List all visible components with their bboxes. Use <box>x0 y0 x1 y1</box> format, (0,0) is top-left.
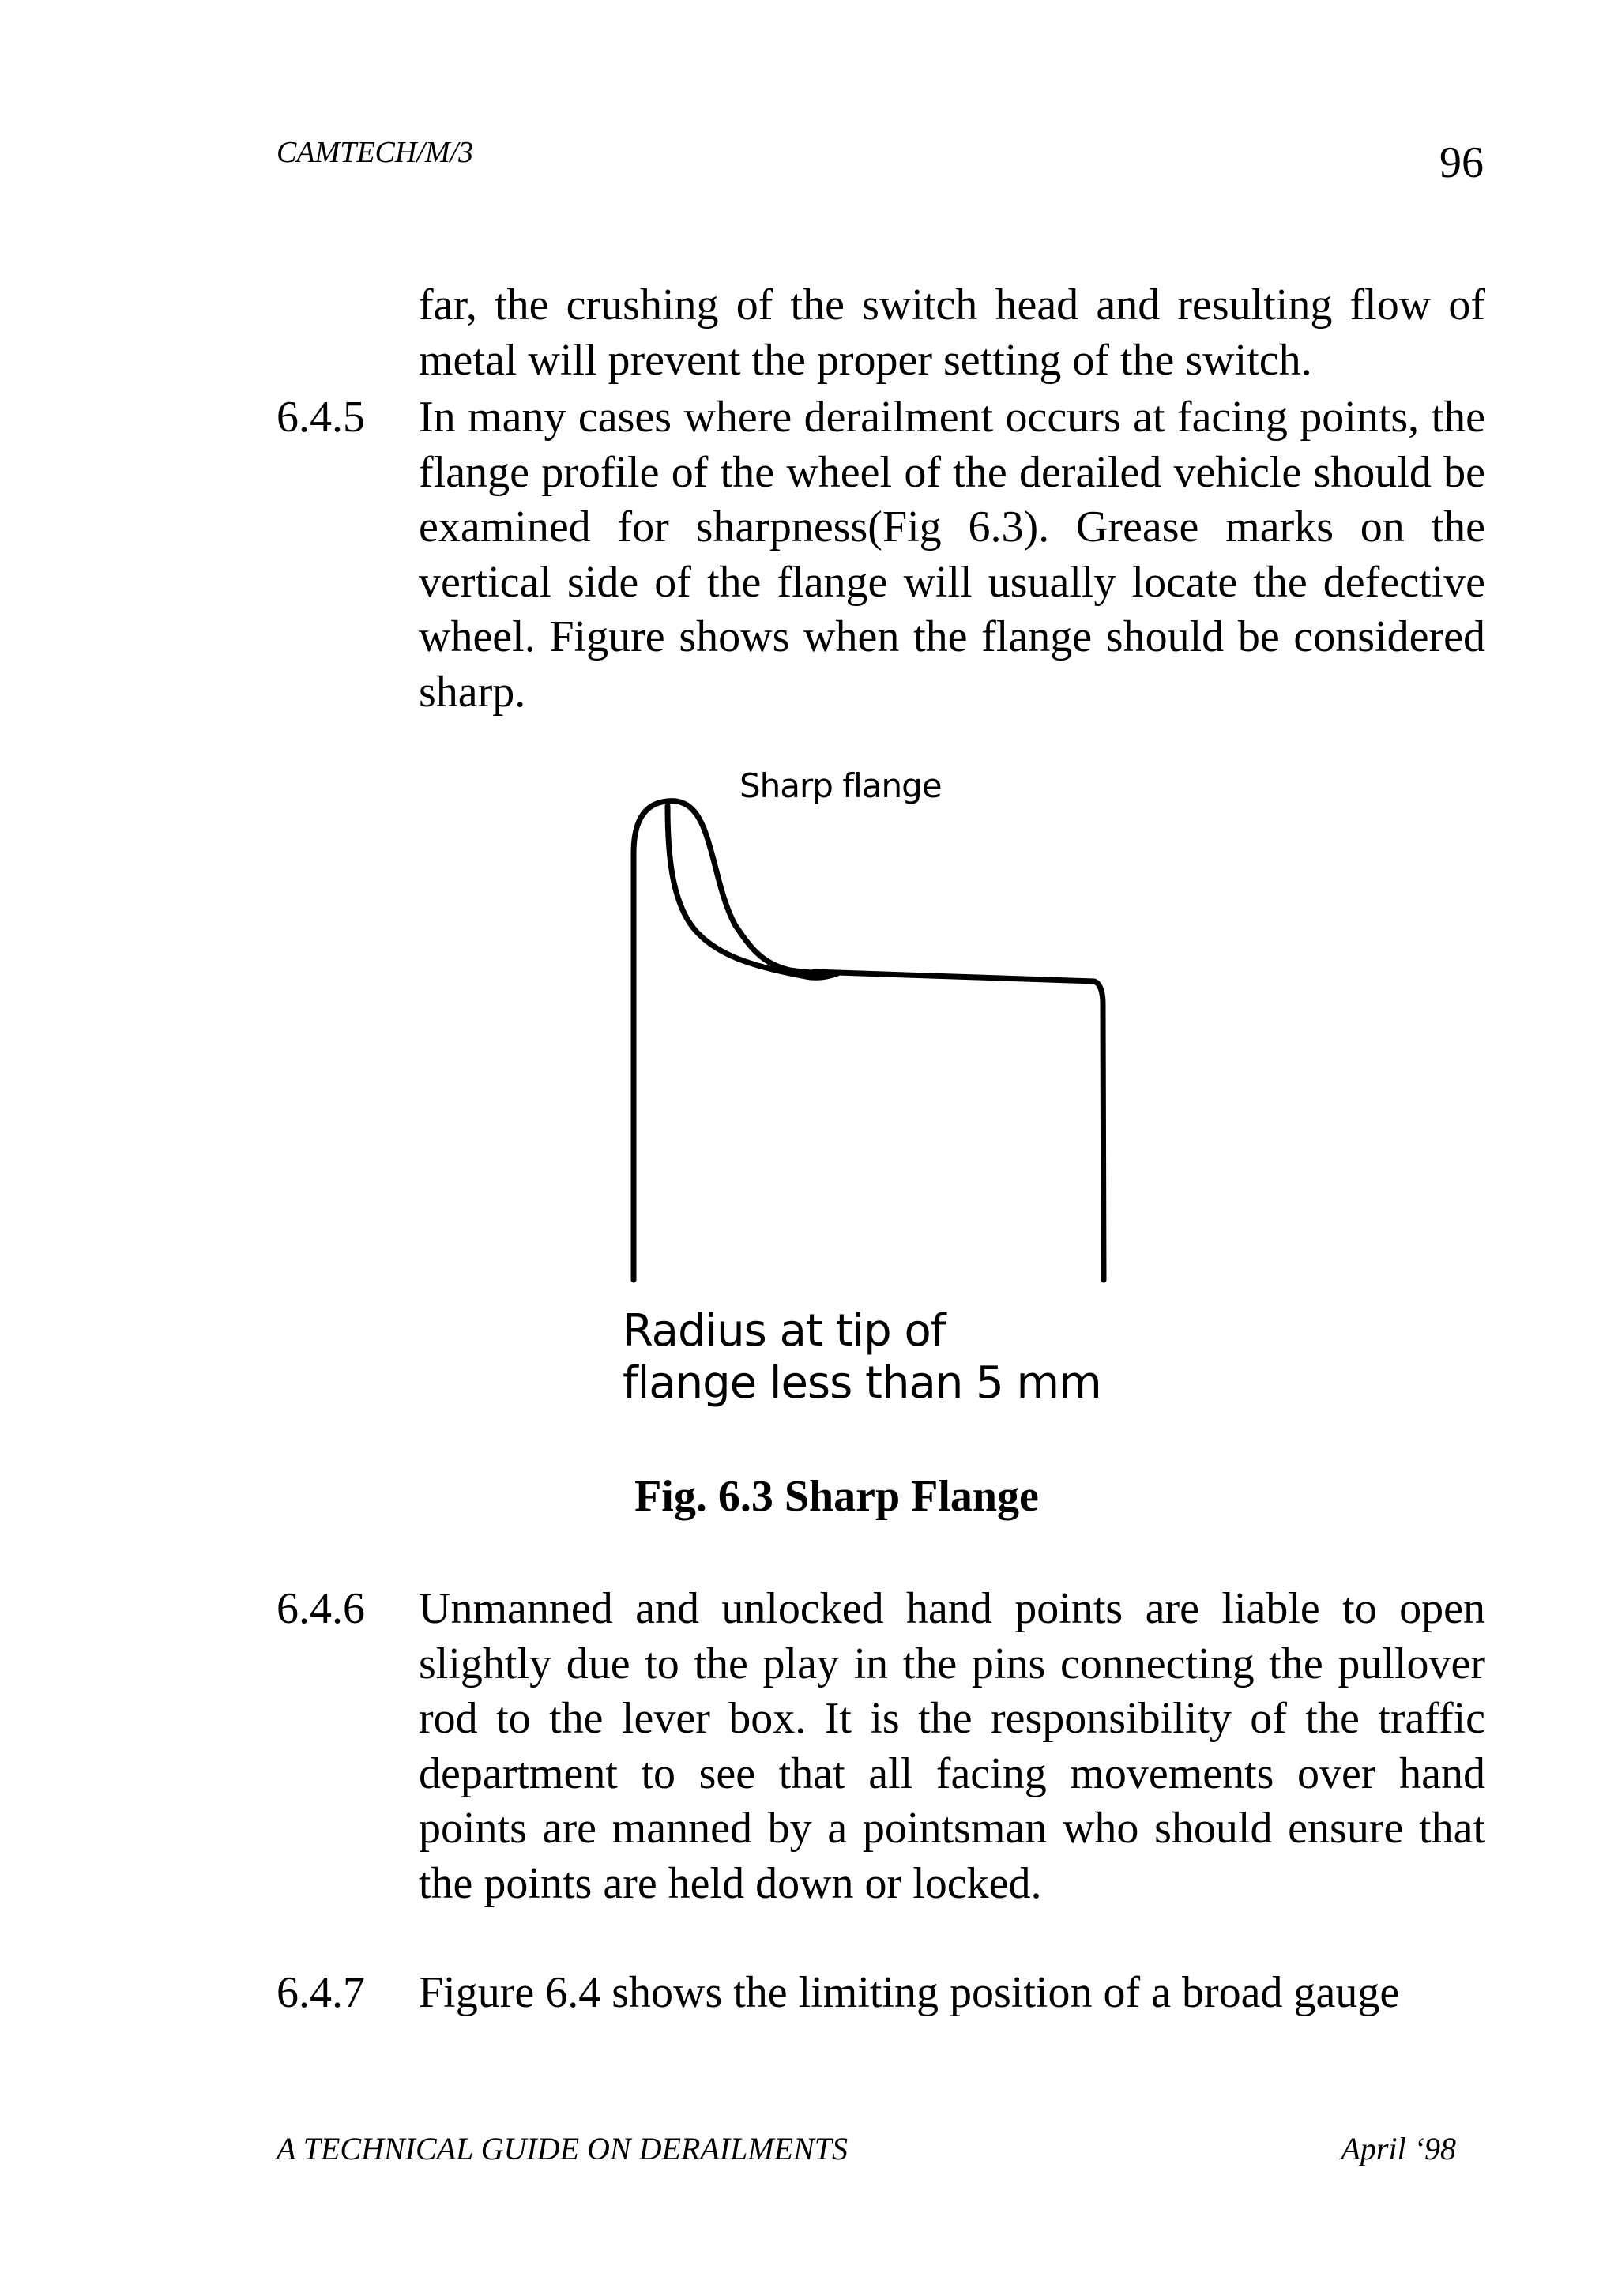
paragraph-text: far, the crushing of the switch head and resulting flow of metal will prevent the proper setting of the switch. <box>419 280 1485 385</box>
footer-title: A TECHNICAL GUIDE ON DERAILMENTS <box>277 2131 849 2166</box>
paragraph-6-4-7 <box>277 1966 1485 2021</box>
figure-caption: Fig. 6.3 Sharp Flange <box>634 1472 1039 1521</box>
paragraph-number: 6.4.7 <box>277 1968 365 2017</box>
paragraph-text: Figure 6.4 shows the limiting position of a broad gauge <box>419 1968 1400 2017</box>
paragraph-6-4-6 <box>277 1582 1485 1911</box>
paragraph-text: In many cases where derailment occurs at facing points, the flange profile of the wheel of the derailed vehicle should be examined for sharpness(Fig 6.3). Grease marks on the vertical side of the flange will usually locate the defective wheel. Figure shows when the flange should be considered sharp. <box>419 393 1485 717</box>
flange-outer-profile <box>634 801 837 1280</box>
sharp-flange-label: Sharp flange <box>739 766 942 805</box>
radius-note-line-2: flange less than 5 mm <box>623 1357 1101 1409</box>
radius-note-line-1: Radius at tip of <box>623 1305 946 1357</box>
page-number: 96 <box>1439 138 1484 187</box>
paragraph-continuation <box>277 278 1485 388</box>
paragraph-6-4-5 <box>277 390 1485 720</box>
footer-date: April ‘98 <box>1341 2131 1456 2166</box>
paragraph-number: 6.4.5 <box>277 393 365 442</box>
radius-note <box>623 1305 1168 1410</box>
paragraph-number: 6.4.6 <box>277 1584 365 1633</box>
sharp-flange-figure <box>600 758 1169 1430</box>
wheel-tread-line <box>814 972 1104 1280</box>
document-code: CAMTECH/M/3 <box>277 136 474 169</box>
paragraph-text: Unmanned and unlocked hand points are liable to open slightly due to the play in the pins connecting the pullover rod to the lever box. It is the responsibility of the traffic department to see that all facing movements over hand points are manned by a pointsman who should ensure that the points are held down or locked. <box>419 1584 1485 1908</box>
